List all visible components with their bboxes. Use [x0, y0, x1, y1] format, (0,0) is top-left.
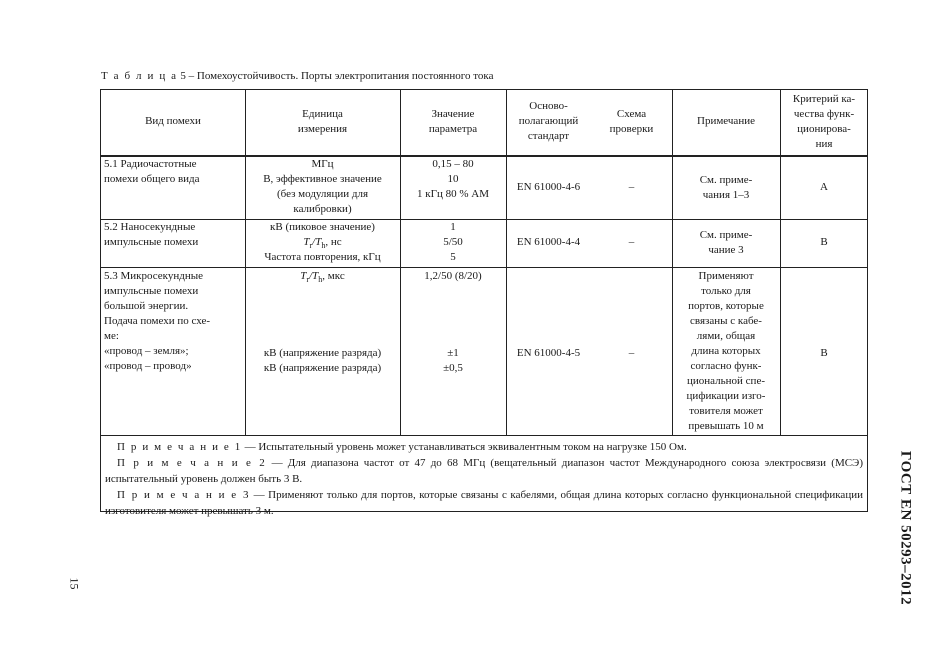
header-note: Примечание: [697, 115, 755, 127]
header-unit: Единица измерения: [297, 108, 348, 135]
row2-kind: 5.2 Наносекундные импульсные помехи: [104, 221, 199, 248]
row2-value: 1 5/50 5: [443, 221, 463, 263]
row3-note: Применяют только для портов, которые связаны с кабе- лями, общая длина которых согласно функ- циональной спе- цификации изго- товителя может превышать 10 м: [686, 270, 766, 432]
row1-value: 0,15 – 80 10 1 кГц 80 % АМ: [417, 158, 489, 200]
row2-scheme: –: [628, 236, 635, 248]
standard-title: ГОСТ EN 50293–2012: [897, 450, 914, 605]
header-value: Значение параметра: [428, 108, 478, 135]
row3-value: ±1 ±0,5: [443, 347, 463, 374]
note-2: П р и м е ч а н и е 2 — Для диапазона частот от 47 до 68 МГц (вещательный диапазон частот Международного союза электросвязи (МСЭ) испытательный уровень должен быть 3 В.: [105, 457, 863, 485]
header-criterion: Критерий ка- чества функ- ционирова- ния: [792, 93, 856, 150]
header-kind: Вид помехи: [145, 115, 201, 127]
row3-standard: EN 61000-4-5: [516, 347, 581, 359]
row3-criterion: В: [820, 347, 828, 359]
row2-unit: кВ (пиковое значение) $T_r/T_h$, нс Частота повторения, кГц: [264, 221, 381, 263]
table: [100, 89, 868, 517]
header-standard: Осново- полагающий стандарт: [518, 100, 579, 142]
row3-unit: кВ (напряжение разряда) кВ (напряжение разряда): [263, 347, 382, 374]
row1-kind: 5.1 Радиочастотные помехи общего вида: [104, 158, 200, 185]
row1-standard: EN 61000-4-6: [516, 181, 581, 193]
table-notes: [105, 439, 863, 519]
note-1: П р и м е ч а н и е 1 — Испытательный уровень может устанавливаться эквивалентным током на нагрузке 150 Ом.: [117, 441, 687, 453]
row3-scheme: –: [628, 347, 635, 359]
caption-prefix: Т а б л и ц а: [101, 70, 178, 82]
header-scheme: Схема проверки: [609, 108, 654, 135]
row3-value-top: 1,2/50 (8/20): [424, 270, 482, 282]
row2-note: См. приме- чание 3: [699, 229, 753, 256]
row1-criterion: А: [820, 181, 828, 193]
note-3: П р и м е ч а н и е 3 — Применяют только для портов, которые связаны с кабелями, общая длина которых согласно функциональной спецификации изготовителя может превышать 3 м.: [105, 489, 863, 517]
row3-unit-top: $T_r/T_h$, мкс: [300, 270, 345, 285]
row1-scheme: –: [628, 181, 635, 193]
row1-note: См. приме- чания 1–3: [699, 174, 753, 201]
row1-unit: МГц В, эффективное значение (без модуляции для калибровки): [263, 158, 382, 215]
row3-kind: 5.3 Микросекундные импульсные помехи большой энергии. Подача помехи по схе- ме: «провод – земля»; «провод – провод»: [104, 270, 210, 372]
row2-standard: EN 61000-4-4: [516, 236, 581, 248]
page-number: 15: [67, 577, 82, 590]
row2-criterion: В: [820, 236, 828, 248]
caption-text: 5 – Помехоустойчивость. Порты электропитания постоянного тока: [177, 70, 494, 82]
table-caption: [101, 70, 493, 82]
